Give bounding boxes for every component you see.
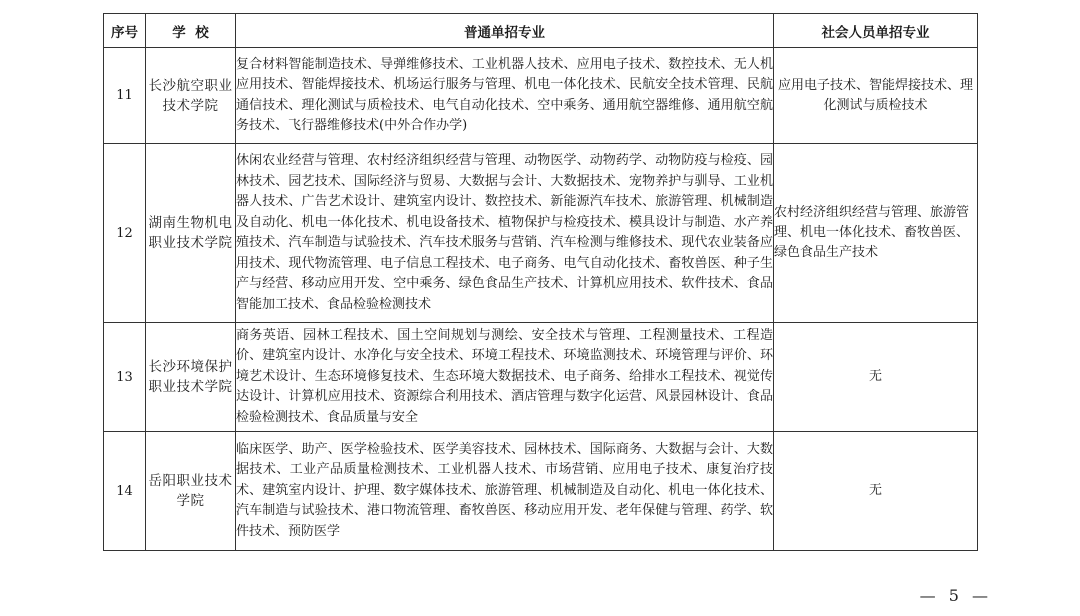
school-name: 岳阳职业技术学院	[146, 432, 236, 551]
general-majors: 休闲农业经营与管理、农村经济组织经营与管理、动物医学、动物药学、动物防疫与检疫、园林技术、园艺技术、国际经济与贸易、大数据与会计、大数据技术、宠物养护与驯导、工业机器人技术、广告艺术设计、建筑室内设计、数控技术、新能源汽车技术、旅游管理、机械制造及自动化、机电一体化技术、机电设备技术、植物保护与检疫技术、模具设计与制造、水产养殖技术、汽车制造与试验技术、汽车技术服务与营销、汽车检测与维修技术、现代农业装备应用技术、现代物流管理、电子信息工程技术、电子商务、电气自动化技术、畜牧兽医、种子生产与经营、移动应用开发、空中乘务、绿色食品生产技术、计算机应用技术、软件技术、食品智能加工技术、食品检验检测技术	[236, 144, 774, 323]
row-number: 11	[104, 48, 146, 144]
general-majors: 临床医学、助产、医学检验技术、医学美容技术、园林技术、国际商务、大数据与会计、大数据技术、工业产品质量检测技术、工业机器人技术、市场营销、应用电子技术、康复治疗技术、建筑室内设计、护理、数字媒体技术、旅游管理、机械制造及自动化、机电一体化技术、汽车制造与试验技术、港口物流管理、畜牧兽医、移动应用开发、老年保健与管理、药学、软件技术、预防医学	[236, 432, 774, 551]
header-school: 学 校	[146, 14, 236, 48]
school-name: 长沙环境保护职业技术学院	[146, 323, 236, 432]
header-no: 序号	[104, 14, 146, 48]
general-majors: 复合材料智能制造技术、导弹维修技术、工业机器人技术、应用电子技术、数控技术、无人机应用技术、智能焊接技术、机场运行服务与管理、机电一体化技术、民航安全技术管理、民航通信技术、理化测试与质检技术、电气自动化技术、空中乘务、通用航空器维修、通用航空航务技术、飞行器维修技术(中外合作办学)	[236, 48, 774, 144]
majors-table	[103, 13, 978, 551]
table-header-row	[104, 14, 978, 48]
social-majors: 无	[774, 432, 978, 551]
header-general-majors: 普通单招专业	[236, 14, 774, 48]
table-row	[104, 323, 978, 432]
row-number: 12	[104, 144, 146, 323]
header-social-majors: 社会人员单招专业	[774, 14, 978, 48]
school-name: 湖南生物机电职业技术学院	[146, 144, 236, 323]
school-name: 长沙航空职业技术学院	[146, 48, 236, 144]
table-row	[104, 48, 978, 144]
row-number: 14	[104, 432, 146, 551]
general-majors: 商务英语、园林工程技术、国土空间规划与测绘、安全技术与管理、工程测量技术、工程造价、建筑室内设计、水净化与安全技术、环境工程技术、环境监测技术、环境管理与评价、环境艺术设计、生态环境修复技术、生态环境大数据技术、电子商务、给排水工程技术、视觉传达设计、计算机应用技术、资源综合利用技术、酒店管理与数字化运营、风景园林设计、食品检验检测技术、食品质量与安全	[236, 323, 774, 432]
table-row	[104, 432, 978, 551]
page-number: — 5 —	[919, 586, 992, 605]
row-number: 13	[104, 323, 146, 432]
table-row	[104, 144, 978, 323]
social-majors: 应用电子技术、智能焊接技术、理化测试与质检技术	[774, 48, 978, 144]
social-majors: 无	[774, 323, 978, 432]
social-majors: 农村经济组织经营与管理、旅游管理、机电一体化技术、畜牧兽医、绿色食品生产技术	[774, 144, 978, 323]
